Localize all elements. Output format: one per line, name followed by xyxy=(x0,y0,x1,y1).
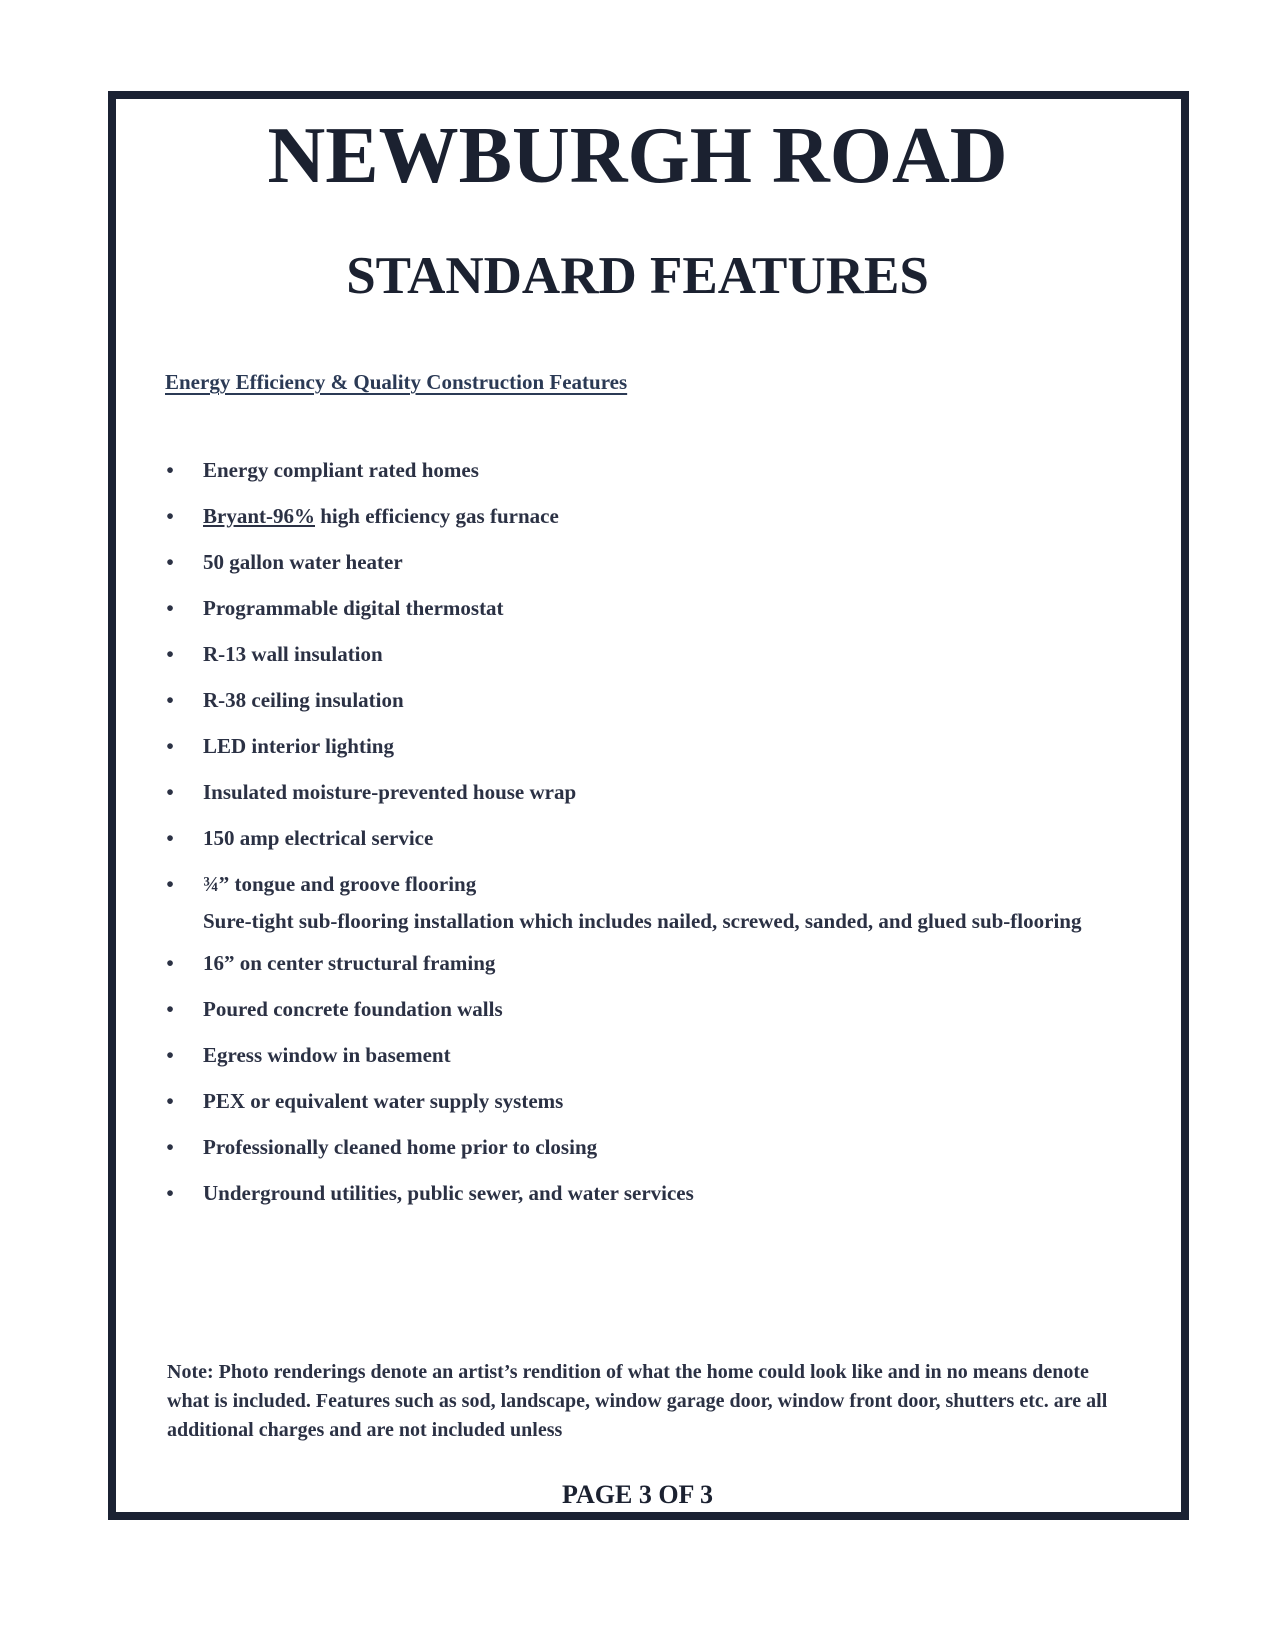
bullet-icon: • xyxy=(166,596,174,620)
feature-text: PEX or equivalent water supply systems xyxy=(203,1089,564,1113)
bullet-icon: • xyxy=(166,688,174,712)
feature-item xyxy=(165,823,1095,853)
feature-item xyxy=(165,777,1095,807)
bullet-icon: • xyxy=(166,550,174,574)
feature-text: 16” on center structural framing xyxy=(203,951,496,975)
feature-item xyxy=(165,501,1095,531)
feature-text: Poured concrete foundation walls xyxy=(203,997,503,1021)
feature-item xyxy=(165,547,1095,577)
feature-item xyxy=(165,593,1095,623)
feature-item xyxy=(165,685,1095,715)
feature-list xyxy=(165,455,1095,1224)
feature-text: Energy compliant rated homes xyxy=(203,458,479,482)
bullet-icon: • xyxy=(166,997,174,1021)
feature-item xyxy=(165,1086,1095,1116)
page-number: PAGE 3 OF 3 xyxy=(562,1480,713,1509)
feature-item xyxy=(165,455,1095,485)
feature-item xyxy=(165,639,1095,669)
bullet-icon: • xyxy=(166,1135,174,1159)
feature-item xyxy=(165,1178,1095,1208)
feature-text: Underground utilities, public sewer, and water services xyxy=(203,1181,694,1205)
bullet-icon: • xyxy=(166,458,174,482)
feature-text: Insulated moisture-prevented house wrap xyxy=(203,780,577,804)
feature-text: R-13 wall insulation xyxy=(203,642,383,666)
feature-text: LED interior lighting xyxy=(203,734,394,758)
bullet-icon: • xyxy=(166,951,174,975)
feature-item xyxy=(165,1040,1095,1070)
bullet-icon: • xyxy=(166,872,174,896)
feature-item xyxy=(165,731,1095,761)
feature-text: ¾” tongue and groove flooring xyxy=(203,872,477,896)
feature-item xyxy=(165,869,1095,899)
bullet-icon: • xyxy=(166,1043,174,1067)
feature-text: Egress window in basement xyxy=(203,1043,451,1067)
page-title: NEWBURGH ROAD xyxy=(267,112,1008,200)
feature-text: R-38 ceiling insulation xyxy=(203,688,404,712)
feature-item xyxy=(165,994,1095,1024)
feature-text: 50 gallon water heater xyxy=(203,550,403,574)
flooring-note: Sure-tight sub-flooring installation which includes nailed, screwed, sanded, and glued sub-flooring xyxy=(203,909,1082,933)
feature-text: Programmable digital thermostat xyxy=(203,596,504,620)
feature-text: high efficiency gas furnace xyxy=(315,504,559,528)
section-heading: Energy Efficiency & Quality Construction Features xyxy=(165,370,628,394)
feature-item xyxy=(165,1132,1095,1162)
bullet-icon: • xyxy=(166,1089,174,1113)
bullet-icon: • xyxy=(166,1181,174,1205)
feature-item xyxy=(165,948,1095,978)
bullet-icon: • xyxy=(166,734,174,758)
bullet-icon: • xyxy=(166,504,174,528)
bullet-icon: • xyxy=(166,642,174,666)
feature-text: 150 amp electrical service xyxy=(203,826,434,850)
page-subtitle: STANDARD FEATURES xyxy=(346,247,929,305)
bullet-icon: • xyxy=(166,826,174,850)
furnace-brand-link[interactable]: Bryant-96% xyxy=(203,504,315,528)
disclaimer-note: Note: Photo renderings denote an artist’s rendition of what the home could look like and in no means denote what is included. Features such as sod, landscape, window garage door, window front door, shutters etc. are all additional charges and are not included unless xyxy=(167,1361,1108,1441)
feature-text: Professionally cleaned home prior to closing xyxy=(203,1135,598,1159)
bullet-icon: • xyxy=(166,780,174,804)
